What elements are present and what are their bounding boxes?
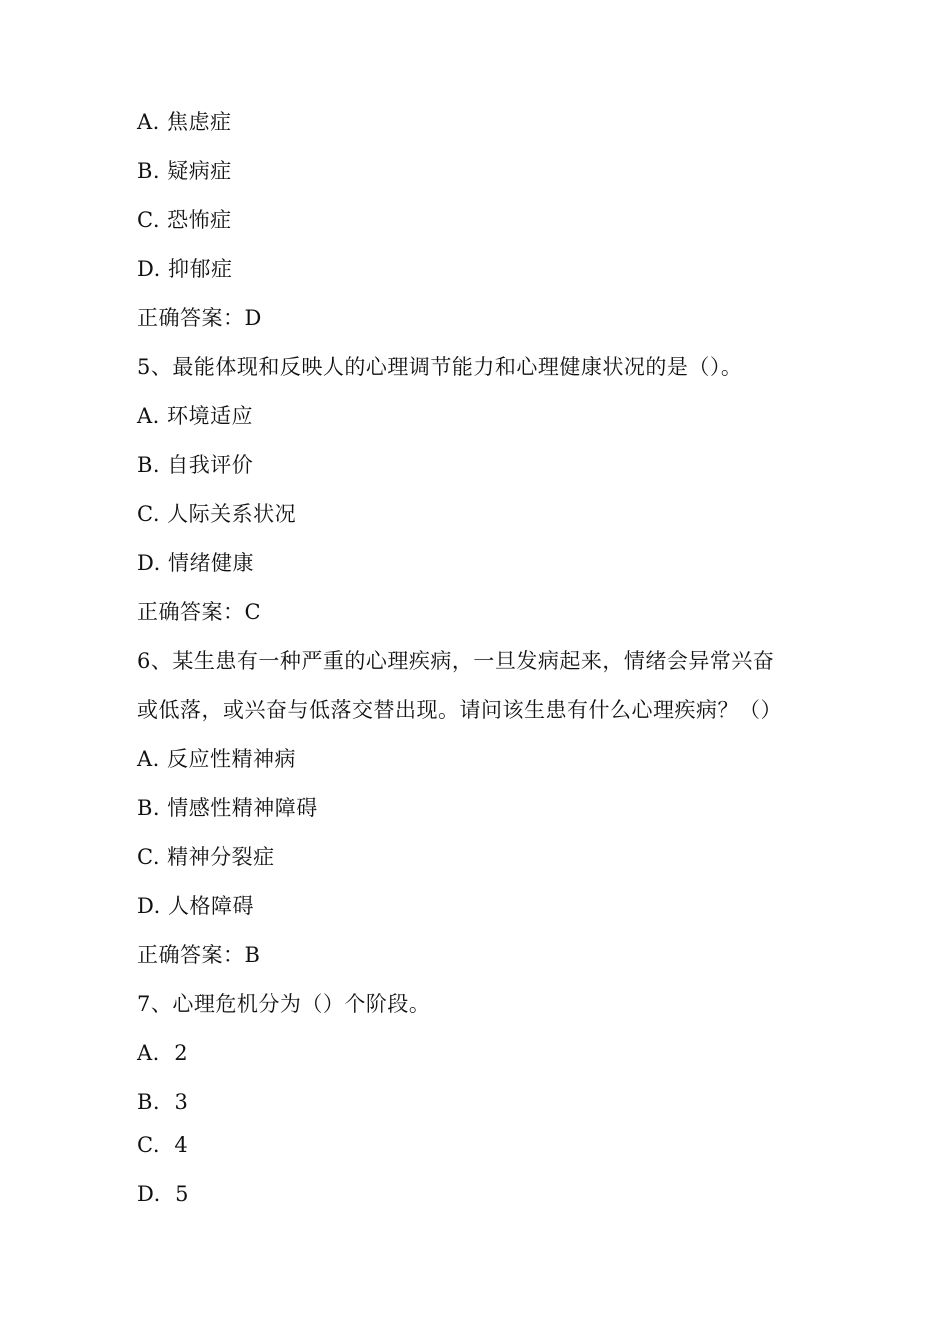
q4-option-a: A. 焦虑症 xyxy=(137,110,232,134)
q6-question-line-2: 或低落，或兴奋与低落交替出现。请问该生患有什么心理疾病？（） xyxy=(137,698,782,722)
q5-option-c: C. 人际关系状况 xyxy=(137,502,297,526)
q5-answer: 正确答案：C xyxy=(137,600,262,624)
q6-option-d: D. 人格障碍 xyxy=(137,894,254,918)
q6-question-line-1: 6、某生患有一种严重的心理疾病，一旦发病起来，情绪会异常兴奋 xyxy=(137,649,775,673)
q5-question: 5、最能体现和反映人的心理调节能力和心理健康状况的是（）。 xyxy=(137,355,743,379)
q4-option-c: C. 恐怖症 xyxy=(137,208,232,232)
q7-option-b: B. 3 xyxy=(137,1090,189,1114)
q5-option-b: B. 自我评价 xyxy=(137,453,254,477)
q5-option-a: A. 环境适应 xyxy=(137,404,254,428)
q5-option-d: D. 情绪健康 xyxy=(137,551,254,575)
q4-option-b: B. 疑病症 xyxy=(137,159,232,183)
q7-option-d: D. 5 xyxy=(137,1182,189,1206)
q4-answer: 正确答案：D xyxy=(137,306,262,330)
q6-option-c: C. 精神分裂症 xyxy=(137,845,275,869)
q7-option-a: A. 2 xyxy=(137,1041,189,1065)
q6-answer: 正确答案：B xyxy=(137,943,261,967)
q6-option-a: A. 反应性精神病 xyxy=(137,747,297,771)
q6-option-b: B. 情感性精神障碍 xyxy=(137,796,318,820)
q4-option-d: D. 抑郁症 xyxy=(137,257,233,281)
q7-option-c: C. 4 xyxy=(137,1133,189,1157)
q7-question: 7、心理危机分为（）个阶段。 xyxy=(137,992,431,1016)
